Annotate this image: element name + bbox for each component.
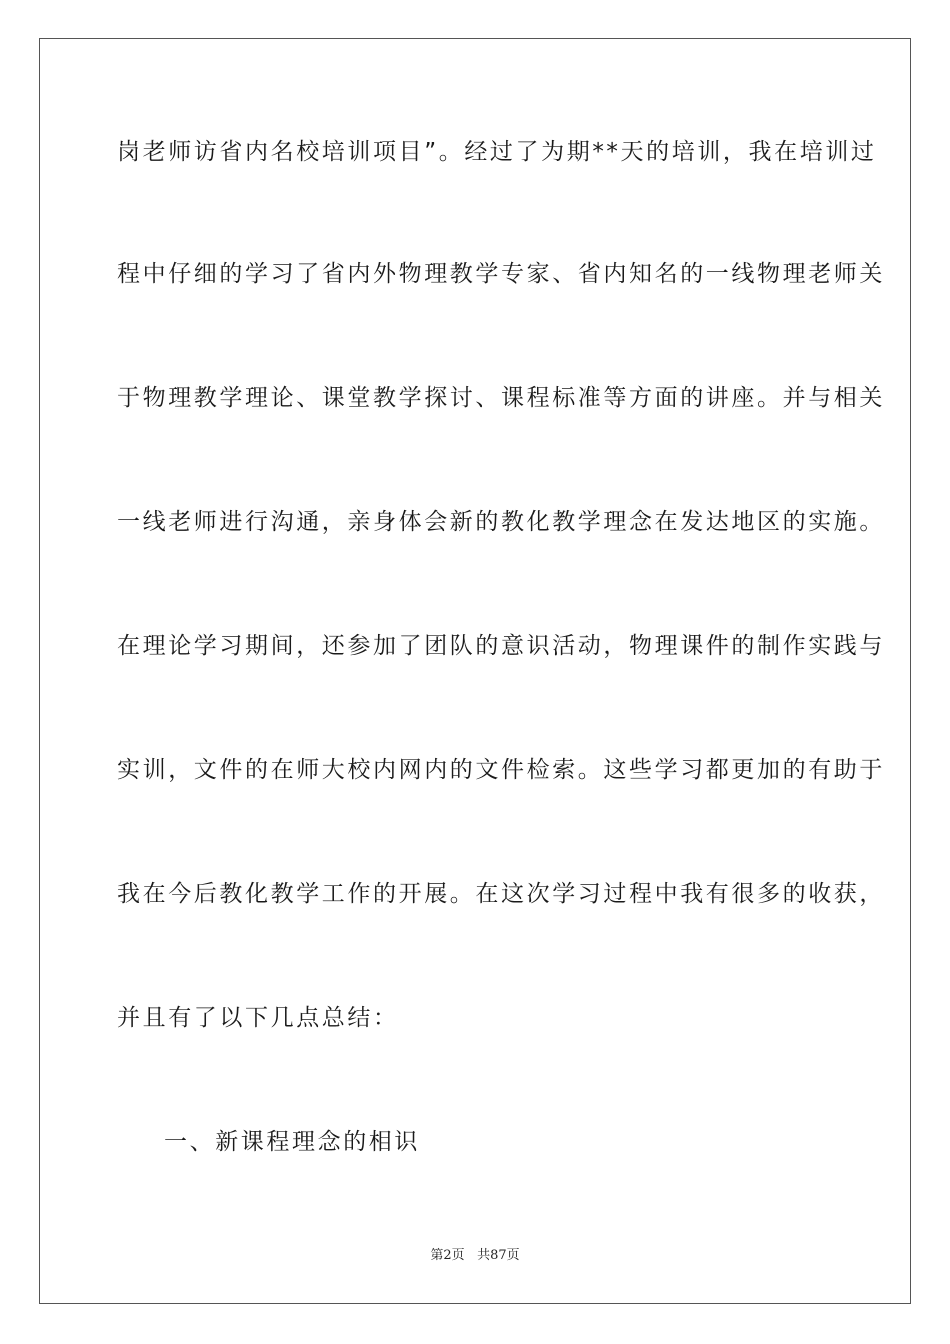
paragraph-line-2: 程中仔细的学习了省内外物理教学专家、省内知名的一线物理老师关: [117, 261, 885, 287]
paragraph-line-6: 实训，文件的在师大校内网内的文件检索。这些学习都更加的有助于: [117, 757, 885, 783]
page-footer: [0, 1247, 950, 1265]
section-heading: 一、新课程理念的相识: [164, 1129, 420, 1155]
page-number: 第2页: [430, 1248, 465, 1263]
page-total: 共87页: [477, 1248, 520, 1263]
paragraph-line-8: 并且有了以下几点总结：: [117, 1005, 399, 1031]
paragraph-line-1: 岗老师访省内名校培训项目”。经过了为期**天的培训，我在培训过: [117, 139, 877, 165]
paragraph-line-7: 我在今后教化教学工作的开展。在这次学习过程中我有很多的收获，: [117, 881, 885, 907]
paragraph-line-5: 在理论学习期间，还参加了团队的意识活动，物理课件的制作实践与: [117, 633, 885, 659]
paragraph-line-4: 一线老师进行沟通，亲身体会新的教化教学理念在发达地区的实施。: [117, 509, 885, 535]
page-border: [39, 38, 911, 1304]
paragraph-line-3: 于物理教学理论、课堂教学探讨、课程标准等方面的讲座。并与相关: [117, 385, 885, 411]
